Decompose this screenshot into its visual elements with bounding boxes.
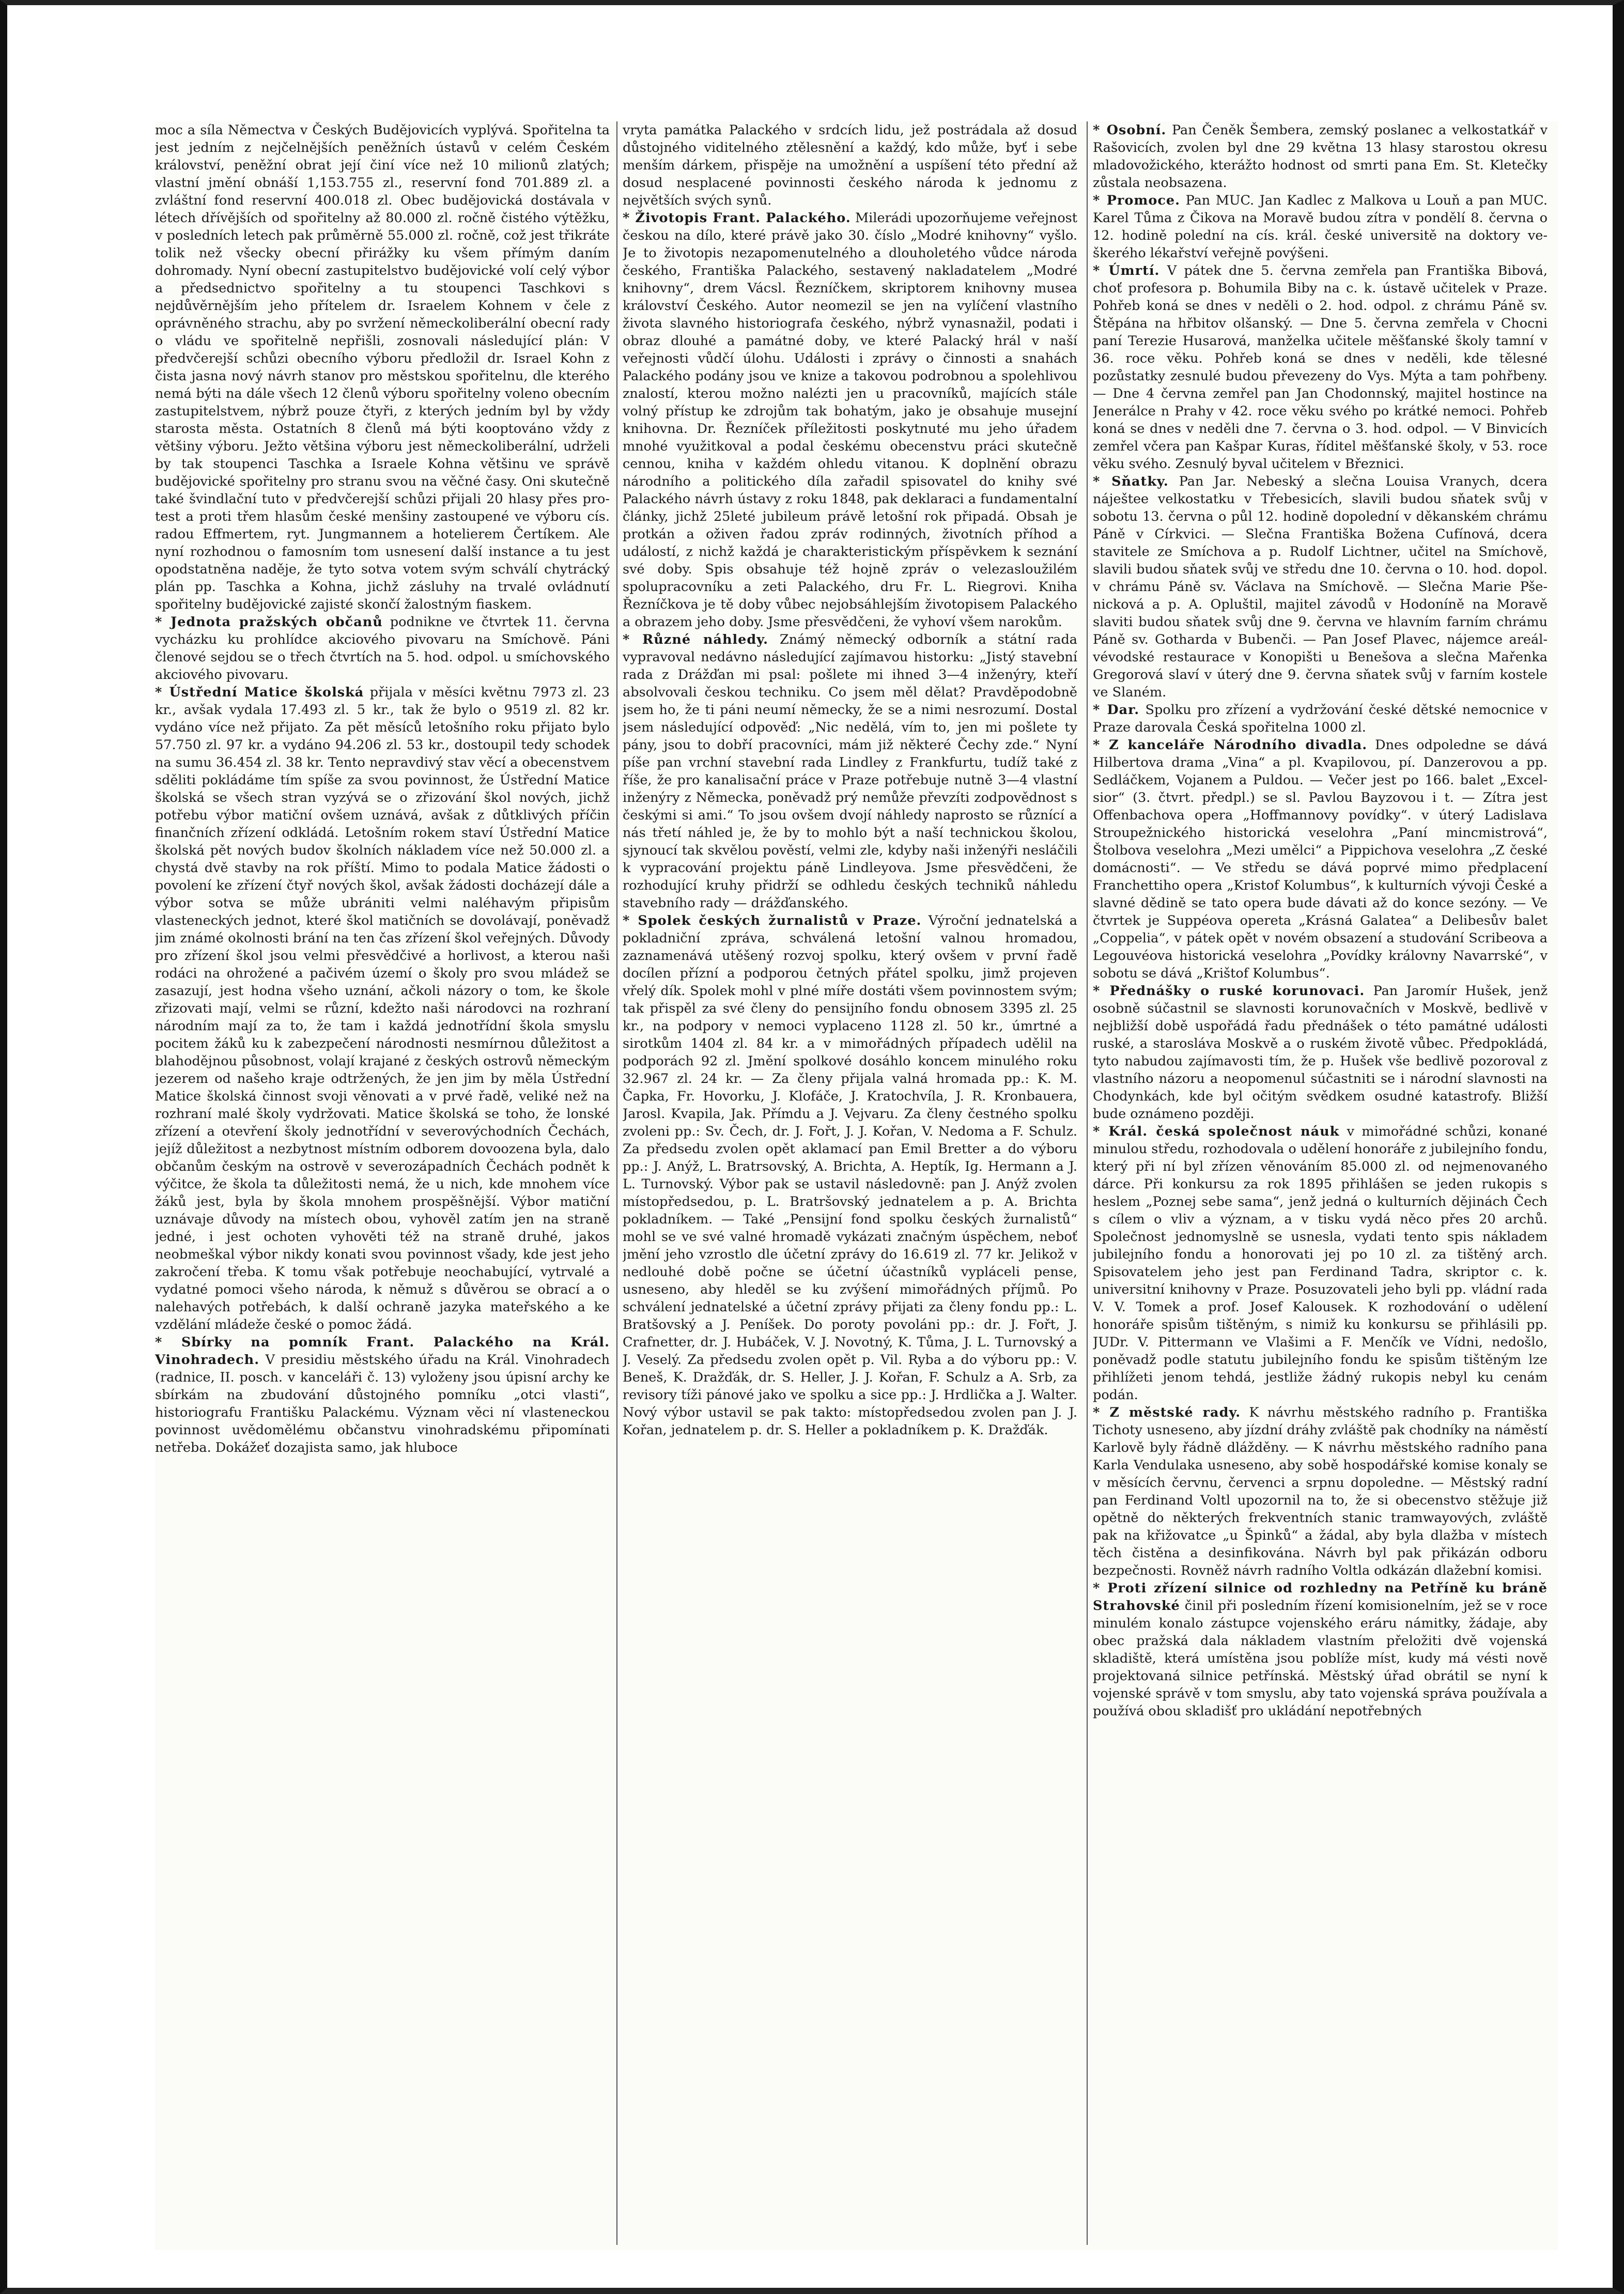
article-text: Známý německý odborník a státní rada vypravoval nedávno následující zajímavou historku: „Jistý stavební rada z Drážďan mi psal: pošlete mi ihned 3—4 inženýry, kteří absolvovali českou techniku. Co jsem měl dělat? Pravděpodobně jsem ho, že ti páni neumí německy, že se a nimi nesrozumí. Dostal jsem následující odpověď: „Nic nedělá, vím to, jen mi pošlete ty pány, jsou to dobří pracovníci, mám již některé Čechy zde.“ Nyní píše pan vrchní stavební rada Lindley z Frankfurtu, tudíž také z říše, že pro kanalisační práce v Praze potřebuje nutně 3—4 vlastní inženýry z Německa, poněvadž prý nemůže převzíti zodpovědnost s českými si ami.“ To jsou ovšem dvojí náhledy naprosto se různící a nás třetí náhled je, že by to mohlo být a naší technickou školou, sjynoucí tak skvělou pověstí, velmi zle, kdyby naši inženýři nesláčili k vypracování projektu páně Lindleyova. Jsme přesvědčeni, že rozhodující kruhy přidrží se odhledu českých techniků náhledu stavebního rady — drážďanského. bbox=[623, 632, 1077, 911]
article-heading: * Dar. bbox=[1093, 702, 1140, 718]
article-heading: * Ústřední Matice školská bbox=[155, 685, 364, 700]
article-heading: * Osobní. bbox=[1093, 122, 1167, 138]
article-text: vryta památka Palackého v srdcích lidu, jež postrádala až dosud důstojného viditelného ztělesnění a každý, kdo může, byť i sebe menším dárkem, přispěje na umožnění a uspíšení této přední až dosud nesplacené povinnosti českého národa k jednomu z největších svých synů. bbox=[623, 122, 1077, 208]
article-heading: * Sňatky. bbox=[1093, 474, 1169, 489]
article-heading: * Úmrtí. bbox=[1093, 263, 1160, 278]
newspaper-page bbox=[155, 121, 1558, 2250]
article-text: Výroční jednatelská a pokladniční zpráva, schválená letošní valnou hromadou, zaznamenává utěšený rozvoj spolku, který ovšem v první řadě docílen přízní a podporou četných přátel spolku, jimž projeven vřelý dík. Spolek mohl v plné míře dostáti všem povinnostem svým; tak přispěl za své členy do pensijního fondu obnosem 3395 zl. 25 kr., na podpory v nemoci vyplaceno 1128 zl. 50 kr., úmrtné a sirotkům 1404 zl. 84 kr. a v mimořádných případech udělil na podporách 92 zl. Jmění spolkové dosáhlo koncem minulého roku 32.967 zl. 24 kr. — Za členy přijala valná hromada pp.: K. M. Čapka, Fr. Hovorku, J. Klofáče, J. Kratochvíla, J. R. Kronbauera, Jarosl. Kvapila, Jak. Přímdu a J. Vejvaru. Za členy čestného spolku zvoleni pp.: Sv. Čech, dr. J. Fořt, J. J. Kořan, V. Nedoma a F. Schulz. Za předsedu zvolen opět aklamací pan Emil Bretter a do výboru pp.: J. Anýž, L. Bratrsovský, A. Brichta, A. Heptík, Ig. Hermann a J. L. Turnovský. Výbor pak se ustavil následovně: pan J. Anýž zvolen místopředsedou, p. L. Bratršovský jednatelem a p. A. Brichta pokladníkem. — Také „Pensijní fond spolku českých žurnalistů“ mohl se ve své valné hromadě vykázati značným úspěchem, neboť jmění jeho vzrostlo dle účetní zprávy do 16.619 zl. 77 kr. Jelikož v nedlouhé době počne se účetní účastníků vypláceli pense, usneseno, aby hleděl se ku zvýšení mimořádných příjmů. Po schválení jednatelské a účetní zprávy přijati za členy fondu pp.: L. Bratšovský a J. Peníšek. Do poroty povoláni pp.: dr. J. Fořt, J. Crafnetter, dr. J. Hubáček, V. J. Novotný, K. Tůma, J. L. Turnovský a J. Veselý. Za předsedu zvolen opět p. Vil. Ryba a do výboru pp.: V. Beneš, K. Dražďák, dr. S. Heller, J. J. Kořan, F. Schulz a A. Srb, za revisory tíži pánové jako ve spolku a sice pp.: J. Hrdlička a J. Walter. Nový výbor ustavil se pak takto: místopředsedou zvolen pan J. J. Kořan, jednatelem p. dr. S. Heller a pokladníkem p. K. Dražďák. bbox=[623, 913, 1077, 1438]
article-heading: * Spolek českých žurnalistů v Praze. bbox=[623, 913, 922, 928]
article-heading: * Král. česká společnost náuk bbox=[1093, 1124, 1340, 1139]
article-jednota-prazskych-obcanu bbox=[155, 613, 610, 684]
article-mestska-rada bbox=[1093, 1404, 1548, 1579]
article-text: činil při posledním řízení komisionelním, jež se v roce minulém konalo zástupce vojenského eráru námitky, žádaje, aby obec pražská dala nákladem vlastním přeložiti dvě vojenská skladiště, která umístěna jsou poblíže míst, kudy má vésti nově projektovaná silnice petřínská. Městský úřad obrátil se nyní k vojenské správě v tom smyslu, aby tato vojenská správa používala a používá obou skladišť pro ukládání nepotřebných bbox=[1093, 1598, 1548, 1719]
article-umrti bbox=[1093, 262, 1548, 473]
column-divider bbox=[1087, 121, 1088, 2245]
article-text: Milerádi upozorňujeme veřejnost českou na dílo, které právě jako 30. číslo „Modré knihovny“ vyšlo. Je to životopis nezapomenutelného a dlouholetého vůdce národa českého, Františka Palackého, sestavený nakladatelem „Modré knihovny“, drem Vácsl. Řezníčkem, skriptorem knihovny musea království Českého. Autor neomezil se jen na vylíčení vlastního života slavného historiografa českého, nýbrž vynasnažil, podati i obraz dlouhé a památné doby, ve které Palacký hrál v naší veřejnosti vůdčí úlohu. Události i zprávy o činnosti a snahách Palackého podány jsou ve knize a takovou podrobnou a spolehlivou znalostí, kterou možno nalézti jen u pracovníků, majících stále volný přístup ke zdrojům tak bohatým, jako je obsahuje musejní knihovna. Dr. Řezníček příležitosti poskytnuté mu jeho úřadem mnohé využitkoval a podal českému obecenstvu práci skutečně cennou, kniha v každém ohledu vitanou. K doplnění obrazu národního a politického díla zařadil spisovatel do knihy své Palackého návrh ústavy z roku 1848, pak deklaraci a fundamentalní články, jichž 25leté jubileum právě letošní rok připadá. Obsah je protkán a oživen řadou zpráv rodinných, životních příhod a událostí, z nichž každá je charakteristickým příspěvkem k seznání své doby. Spis obsahuje též hojně zpráv o velezasloužilém spolupracovníku a zeti Palackého, dru Fr. L. Riegrovi. Kniha Řezníčkova je tě doby vůbec nejobsáhlejším životopisem Palackého a obrazem jeho doby. Jsme přesvědčeni, že vyhoví všem narokům. bbox=[623, 210, 1077, 630]
article-spolek-zurnalistu bbox=[623, 912, 1077, 1439]
article-narodni-divadlo bbox=[1093, 736, 1548, 982]
article-sbirky-na-pomnik bbox=[155, 1334, 610, 1456]
article-text: Spolku pro zřízení a vydržování české dětské nemocnice v Praze darovala Česká spořitelna 1000 zl. bbox=[1093, 702, 1548, 735]
column-1 bbox=[155, 121, 610, 2245]
article-text: Pan Čeněk Šembera, zemský poslanec a velkostatkář v Rašovicích, zvolen byl dne 29 května 13 hlasy starostou okresu mladovožického, kterážto hodnost od smrti pana Em. St. Kletečky zůstala neobsazena. bbox=[1093, 122, 1548, 191]
article-text: V pátek dne 5. června zemřela pan Františka Bibová, choť profesora p. Bohumila Biby na c. k. ústavě učitelek v Praze. Pohřeb koná se dnes v neděli o 2. hod. odpol. z chrámu Páně sv. Štěpána na hřbitov olšanský. — Dne 5. června zemřela v Chocni paní Terezie Husarová, manželka učitele měšťanské školy tamní v 36. roce věku. Pohřeb koná se dnes v neděli, kde tělesné pozůstatky zesnulé budou převezeny do Vys. Mýta a tam pohřbeny. — Dne 4 června zemřel pan Jan Chodonnský, majitel hostince na Jenerálce n Prahy v 42. roce věku svého po krátké nemoci. Pohřeb koná se dnes v neděli dne 7. června o 3. hod. odpol. — V Binvicích zemřel včera pan Kašpar Kuras, říditel měšťanské školy, v 53. roce věku svého. Zesnulý byval učitelem v Březnici. bbox=[1093, 263, 1548, 472]
column-divider bbox=[616, 121, 617, 2245]
article-prednasky-korunovace bbox=[1093, 982, 1548, 1123]
article-text: Pan Jaromír Hušek, jenž osobně súčastnil se slavnosti korunovačních v Moskvě, bedlivě v nejbližší době uspořádá řadu přednášek o této památné události ruské, a starosláva Moskvě a o ruském životě vůbec. Předpokládá, tyto nabudou zajímavosti tím, že p. Hušek vše bedlivě pozoroval z vlastního názoru a neopomenul súčastniti se i národní slavnosti na Chodynkách, kde byl očitým svědkem osudné katastrofy. Bližší bude oznámeno později. bbox=[1093, 983, 1548, 1122]
article-text: moc a síla Němectva v Českých Budějovicích vyplývá. Spořitelna ta jest jedním z nejčelnějších peněžních ústavů v celém Českém království, peněžní obrat její činí více než 10 milionů zlatých; vlastní jmění obnáší 1,153.755 zl., reservní fond 701.889 zl. a zvláštní fond reservní 400.018 zl. Obec budějovická dostávala v létech dřívějších od spořitelny až 80.000 zl. ročně čistého výtěžku, v posledních letech pak průměrně 55.000 zl. ročně, což jest třikráte tolik než všecky obecní přirážky ku všem přímým daním dohromady. Nyní obecní zastupitelstvo budějovické volí celý výbor a předsednictvo spořitelny a tu stoupenci Taschkovi s nejdůvěrnějším jeho přítelem dr. Israelem Kohnem v čele z oprávněného strachu, aby po svržení německoliberální obecní rady o vládu ve spořitelně nepřišli, zosnovali následující plán: V předvčerejší schůzi obecního výboru předložil dr. Israel Kohn z čista jasna nový návrh stanov pro městskou spořitelnu, dle kterého nemá býti na dále všech 12 členů výboru spořitelny voleno obecním zastupitelstvem, nýbrž pouze čtyři, z kterých jedním byl by vždy starosta města. Ostatních 8 členů má býti kooptováno vždy z většiny výboru. Ježto většina výboru jest německoliberální, udrželi by tak stoupenci Taschka a Israele Kohna většinu ve správě budějovické spořitelny pro stranu svou na věčné časy. Oni skutečně také švindlační tuto v předvčerejší schůzi přijali 20 hlasy přes protest a proti třem hlasům české menšiny zastoupené ve výboru cís. radou Effmertem, ryt. Jungmannem a hotelierem Čertíkem. Ale nyní rozhodnou o famosním tom usnesení další instance a tu jest opodstatněna naděje, že tyto sotva votem svým schválí chytrácký plán pp. Taschka a Kohna, jichž zásluhy na trvalé ovládnutí spořitelny budějovické zajisté skončí žalostným fiaskem. bbox=[155, 122, 610, 612]
article-text: podnikne ve čtvrtek 11. června vycházku ku prohlídce akciového pivovaru na Smíchově. Páni členové sejdou se o třech čtvrtích na 5. hod. odpol. u smíchovského akciového pivovaru. bbox=[155, 614, 610, 683]
article-promoce bbox=[1093, 192, 1548, 262]
article-dar bbox=[1093, 701, 1548, 736]
article-heading: * Přednášky o ruské korunovaci. bbox=[1093, 983, 1365, 999]
article-heading: * Z městské rady. bbox=[1093, 1405, 1241, 1420]
article-osobni bbox=[1093, 121, 1548, 192]
article-heading: * Životopis Frant. Palackého. bbox=[623, 210, 851, 226]
article-snatky bbox=[1093, 473, 1548, 701]
article-kral-ceska-spolecnost bbox=[1093, 1123, 1548, 1404]
article-text: v mimořádné schůzi, konané minulou středu, rozhodovala o udělení honoráře z jubilejního fondu, který při ní byl zřízen věnováním 85.000 zl. od nejmenovaného dárce. Při konkursu za rok 1895 přihlášen se jeden rukopis s heslem „Poznej sebe sama“, jenž jedná o kulturních dějinách Čech s cílem o vliv a význam, a v tisku vydá něco přes 20 archů. Společnost jednomyslně se usnesla, vydati tento spis nákladem jubilejního fondu a honorovati jej po 10 zl. za tištěný arch. Spisovatelem jeho jest pan Ferdinand Tadra, skriptor c. k. universitní knihovny v Praze. Posuzovateli jeho byli pp. vládní rada V. V. Tomek a prof. Josef Kalousek. K rozhodování o udělení honoráře spisům tištěným, s nimiž ku konkursu se přihlásili pp. JUDr. V. Pittermann ve Vlašimi a F. Menčík ve Vídni, nedošlo, poněvadž podle statutu jubilejního fondu ke spisům tištěným lze přihlížeti jenom tehdá, jestliže žádný rukopis nebyl ku cenám podán. bbox=[1093, 1124, 1548, 1403]
article-ruzne-nahledy bbox=[623, 631, 1077, 912]
article-heading: * Různé náhledy. bbox=[623, 632, 768, 647]
article-palacky-continued-1 bbox=[155, 121, 610, 613]
article-heading: * Proti zřízení silnice od rozhledny na Petříně ku bráně Strahovské bbox=[1093, 1580, 1548, 1614]
article-heading: * Z kanceláře Národního divadla. bbox=[1093, 737, 1368, 753]
article-pomnik-continued bbox=[623, 121, 1077, 209]
article-text: Dnes odpoledne se dává Hilbertova drama „Vina“ a pl. Kvapilovou, pí. Danzerovou a pp. Sedláčkem, Vojanem a Puldou. — Večer jest po 166. balet „Excelsior“ (3. čtvrt. předpl.) se sl. Pavlou Bayzovou i t. — Zítra jest Offenbachova opera „Hoffmannovy povídky“. v úterý Ladislava Stroupežnického historická veselohra „Paní mincmistrová“, Štolbova veselohra „Mezi umělci“ a Pippichova veselohra „Z české domácnosti“. — Ve středu se dává poprvé mimo předplacení Franchettiho opera „Kristof Kolumbus“, k kulturních vývoji České a slavné dědině se tato opera bude dávati až do konce sezóny. — Ve čtvrtek je Suppéova opereta „Krásná Galatea“ a Delibesův balet „Coppelia“, v pátek opět v novém obsazení a studování Scribeova a Legouvéova historická veselohra „Povídky královny Navarrské“, v sobotu se dává „Krištof Kolumbus“. bbox=[1093, 737, 1548, 981]
article-zivotopis-palackeho bbox=[623, 209, 1077, 631]
article-heading: * Sbírky na pomník Frant. Palackého na Král. Vinohradech. bbox=[155, 1335, 610, 1368]
column-2 bbox=[623, 121, 1077, 2245]
article-text: K návrhu městského radního p. Františka Tichoty usneseno, aby jízdní dráhy zvláště pak chodníky na náměstí Karlově byly řádně dlážděny. — K návrhu městského radního pana Karla Vendulaka usneseno, aby sobě hospodářské komise konaly se v měsících červnu, červenci a srpnu dopoledne. — Městský radní pan Ferdinand Voltl upozornil na to, že si obecenstvo stěžuje již opětně do některých frekventních stanic tramwayových, zvláště pak na křižovatce „u Špinků“ a žádal, aby byla dlažba v místech těch čistěna a desinfikována. Návrh byl pak přikázán odboru bezpečnosti. Rovněž návrh radního Voltla odkázán dlažební komisi. bbox=[1093, 1405, 1548, 1578]
article-ustredni-matice-skolska bbox=[155, 684, 610, 1334]
column-3 bbox=[1093, 121, 1548, 2245]
article-text: Pan Jar. Nebeský a slečna Louisa Vranych, dcera náještee velkostatku v Třebesicích, slavili budou sňatek svůj v sobotu 13. června o půl 12. hodině dopolední v děkanském chrámu Páně v Církvici. — Slečna Františka Božena Cufínová, dcera stavitele ze Smíchova a p. Rudolf Lichtner, učitel na Smíchově, slavili budou sňatek svůj ve středu dne 10. června o 10. hod. dopol. v chrámu Páně sv. Václava na Smíchově. — Slečna Marie Pšenicková a p. A. Opluštil, majitel závodů v Hodoníně na Moravě slaviti budou sňatek svůj dne 9. června ve hlavním farním chrámu Páně sv. Gotharda v Bubenči. — Pan Josef Plavec, nájemce areálvévodské restaurace v Konopišti u Benešova a slečna Mařenka Gregorová slaví v úterý dne 9. června sňatek svůj v farním kostele ve Slaném. bbox=[1093, 474, 1548, 700]
article-silnice-petrin bbox=[1093, 1579, 1548, 1720]
article-heading: * Jednota pražských občanů bbox=[155, 614, 383, 630]
article-heading: * Promoce. bbox=[1093, 193, 1180, 208]
article-text: Pan MUC. Jan Kadlec z Malkova u Louň a pan MUC. Karel Tůma z Čikova na Moravě budou zítra v pondělí 8. června o 12. hodině polední na cís. král. české universitě na doktory veškerého lékařství veřejně povýšeni. bbox=[1093, 193, 1548, 261]
article-text: přijala v měsíci květnu 7973 zl. 23 kr., avšak vydala 17.493 zl. 5 kr., tak že bylo o 9519 zl. 82 kr. vydáno více než přijato. Za pět měsíců letošního roku přijato bylo 57.750 zl. 97 kr. a vydáno 94.206 zl. 53 kr., dostoupil tedy schodek na sumu 36.454 zl. 38 kr. Tento nepravdivý stav věcí a obecenstvem sděliti pokládáme tím spíše za svou povinnost, že Ústřední Matice školská se všech stran vyzývá se o zřizování škol nových, jichž potřebu výbor matiční ovšem uznává, avšak z důtklivých příčin finančních zřízení odkládá. Letošním rokem staví Ústřední Matice školská pět nových budov školních nákladem více než 50.000 zl. a chystá dvě stavby na rok příští. Mimo to podala Matice žádosti o povolení ke zřízení čtyř nových škol, avšak žádosti docházejí dále a výbor sotva se může ubrániti velmi naléhavým připisům vlasteneckých jednot, které škol matičních se dovolávají, poněvadž jim známé okolnosti brání na ten čas zřízení škol veřejných. Důvody pro zřízení škol jsou velmi přesvědčivé a horlivost, a kterou naši rodáci na ohrožené a pačivém území o školy pro svou mládež se zasazují, jest hodna všeho uznání, ačkoli názory o tom, ke škole zřizovati mají, velmi se různí, kdežto naši národovci na rozhraní národním mají za to, že tam i každá jednotřídní škola smyslu pocitem žáků ku k zabezpečení národnosti nesmírnou důležitost a blahodějnou působnost, volají krajané z českých ostrovů německým jezerem od našeho kraje odtržených, že jen jim by měla Ústřední Matice školská činnost svoji věnovati a v prvé řadě, veliké než na rozhraní malé školy vydržovati. Matice školská se toho, že lonské zřízení a otevření školy jednotřídní v severovýchodních Čechách, jejíž důležitost a nezbytnost místním odborem dovoozena byla, dalo občanům českým na ostrově v severozápadních Čechách podnět k výčitce, že škola ta důležitosti nemá, že u nich, kde mnohem více žáků jest, byla by škola mnohem prospěšnější. Výbor matiční uznávaje důvody na místech obou, vyhověl zatím jen na straně jedné, i jest ochoten vyhověti též na straně druhé, jakos neobmeškal výbor nikdy konati svou povinnost všady, kde jest jeho zakročení třeba. K tomu však potřebuje neochabující, vytrvalé a vydatné pomoci všeho národa, k němuž s důvěrou se obrací a o nalehavých potřebách, k další ochraně jazyka mateřského a ke vzdělání mládeže české o pomoc žádá. bbox=[155, 685, 610, 1332]
article-text: V presidiu městského úřadu na Král. Vinohradech (radnice, II. posch. v kanceláři č. 13) vyloženy jsou úpisní archy ke sbírkám na zbudování důstojného pomníku „otci vlasti“, historiografu Františku Palackému. Význam věci ní vlasteneckou povinnost uvědomělému občanstvu vinohradskému připomínati netřeba. Dokážeť dozajista samo, jak hluboce bbox=[155, 1352, 610, 1455]
